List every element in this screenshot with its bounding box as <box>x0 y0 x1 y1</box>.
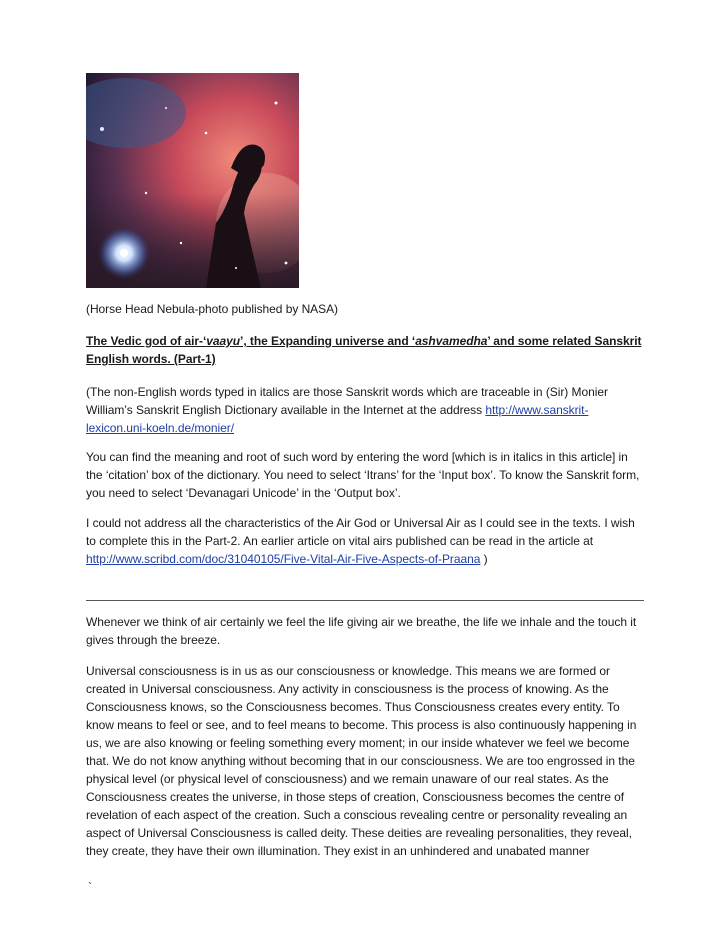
title-italic-vaayu: vaayu <box>206 334 241 348</box>
title-part-2: ’, the Expanding universe and ‘ <box>240 334 416 348</box>
instructions-paragraph <box>86 448 646 502</box>
title-part-3: ’ and some related Sanskrit English words. (Part-1) <box>86 334 642 366</box>
part-2-note-text: I could not address all the characteristics of the Air God or Universal Air as I could see in the texts. I wish to complete this in the Part-2. An earlier article on vital airs published can be read in the article at <box>86 516 635 548</box>
air-text: Whenever we think of air certainly we feel the life giving air we breathe, the life we inhale and the touch it gives through the breeze. <box>86 615 637 647</box>
title-part-1: The Vedic god of air-‘ <box>86 334 207 348</box>
article-title <box>86 332 646 368</box>
part-2-note-paragraph <box>86 514 646 568</box>
image-caption <box>86 300 646 318</box>
consciousness-text: Universal consciousness is in us as our consciousness or knowledge. This means we are formed or created in Universal consciousness. Any activity in consciousness is the process of knowing. As the Consciousness knows, so the Consciousness becomes. Thus Consciousness creates every entity. To know means to feel or see, and to feel means to become. This process is also continuously happening in us, we are also knowing or feeling something every moment; in our inside whatever we feel we become that. We do not know anything without becoming that in our consciousness. We are too engrossed in the physical level (or physical level of consciousness) and we remain unaware of our real states. As the Consciousness creates the universe, in those steps of creation, Consciousness becomes the centre of revelation of each aspect of the creation. Such a conscious revealing centre or personality revealing an aspect of Universal Consciousness is called deity. These deities are revealing personalities, they reveal, they create, they have their own illumination. They exist in an unhindered and unabated manner <box>86 664 637 858</box>
air-paragraph <box>86 613 646 649</box>
intro-paragraph <box>86 383 646 437</box>
instructions-text: You can find the meaning and root of such word by entering the word [which is in italics in this article] in the ‘citation’ box of the dictionary. You need to select ‘Itrans’ for the ‘Input box’. To know the Sanskrit form, you need to select ‘Devanagari Unicode’ in the ‘Output box’. <box>86 450 640 500</box>
section-divider <box>86 600 644 601</box>
trailing-mark: ` <box>88 880 92 894</box>
consciousness-paragraph <box>86 662 646 860</box>
caption-text: (Horse Head Nebula-photo published by NASA) <box>86 302 338 316</box>
horse-head-nebula-image <box>86 73 299 288</box>
intro-text: (The non-English words typed in italics are those Sanskrit words which are traceable in (Sir) Monier William’s Sanskrit English Dictionary available in the Internet at the address <box>86 385 608 417</box>
title-italic-ashvamedha: ashvamedha <box>415 334 488 348</box>
monier-dictionary-link[interactable]: http://www.sanskrit-lexicon.uni-koeln.de/monier/ <box>86 403 589 435</box>
scribd-article-link[interactable]: http://www.scribd.com/doc/31040105/Five-Vital-Air-Five-Aspects-of-Praana <box>86 552 481 566</box>
part-2-note-tail: ) <box>480 552 488 566</box>
